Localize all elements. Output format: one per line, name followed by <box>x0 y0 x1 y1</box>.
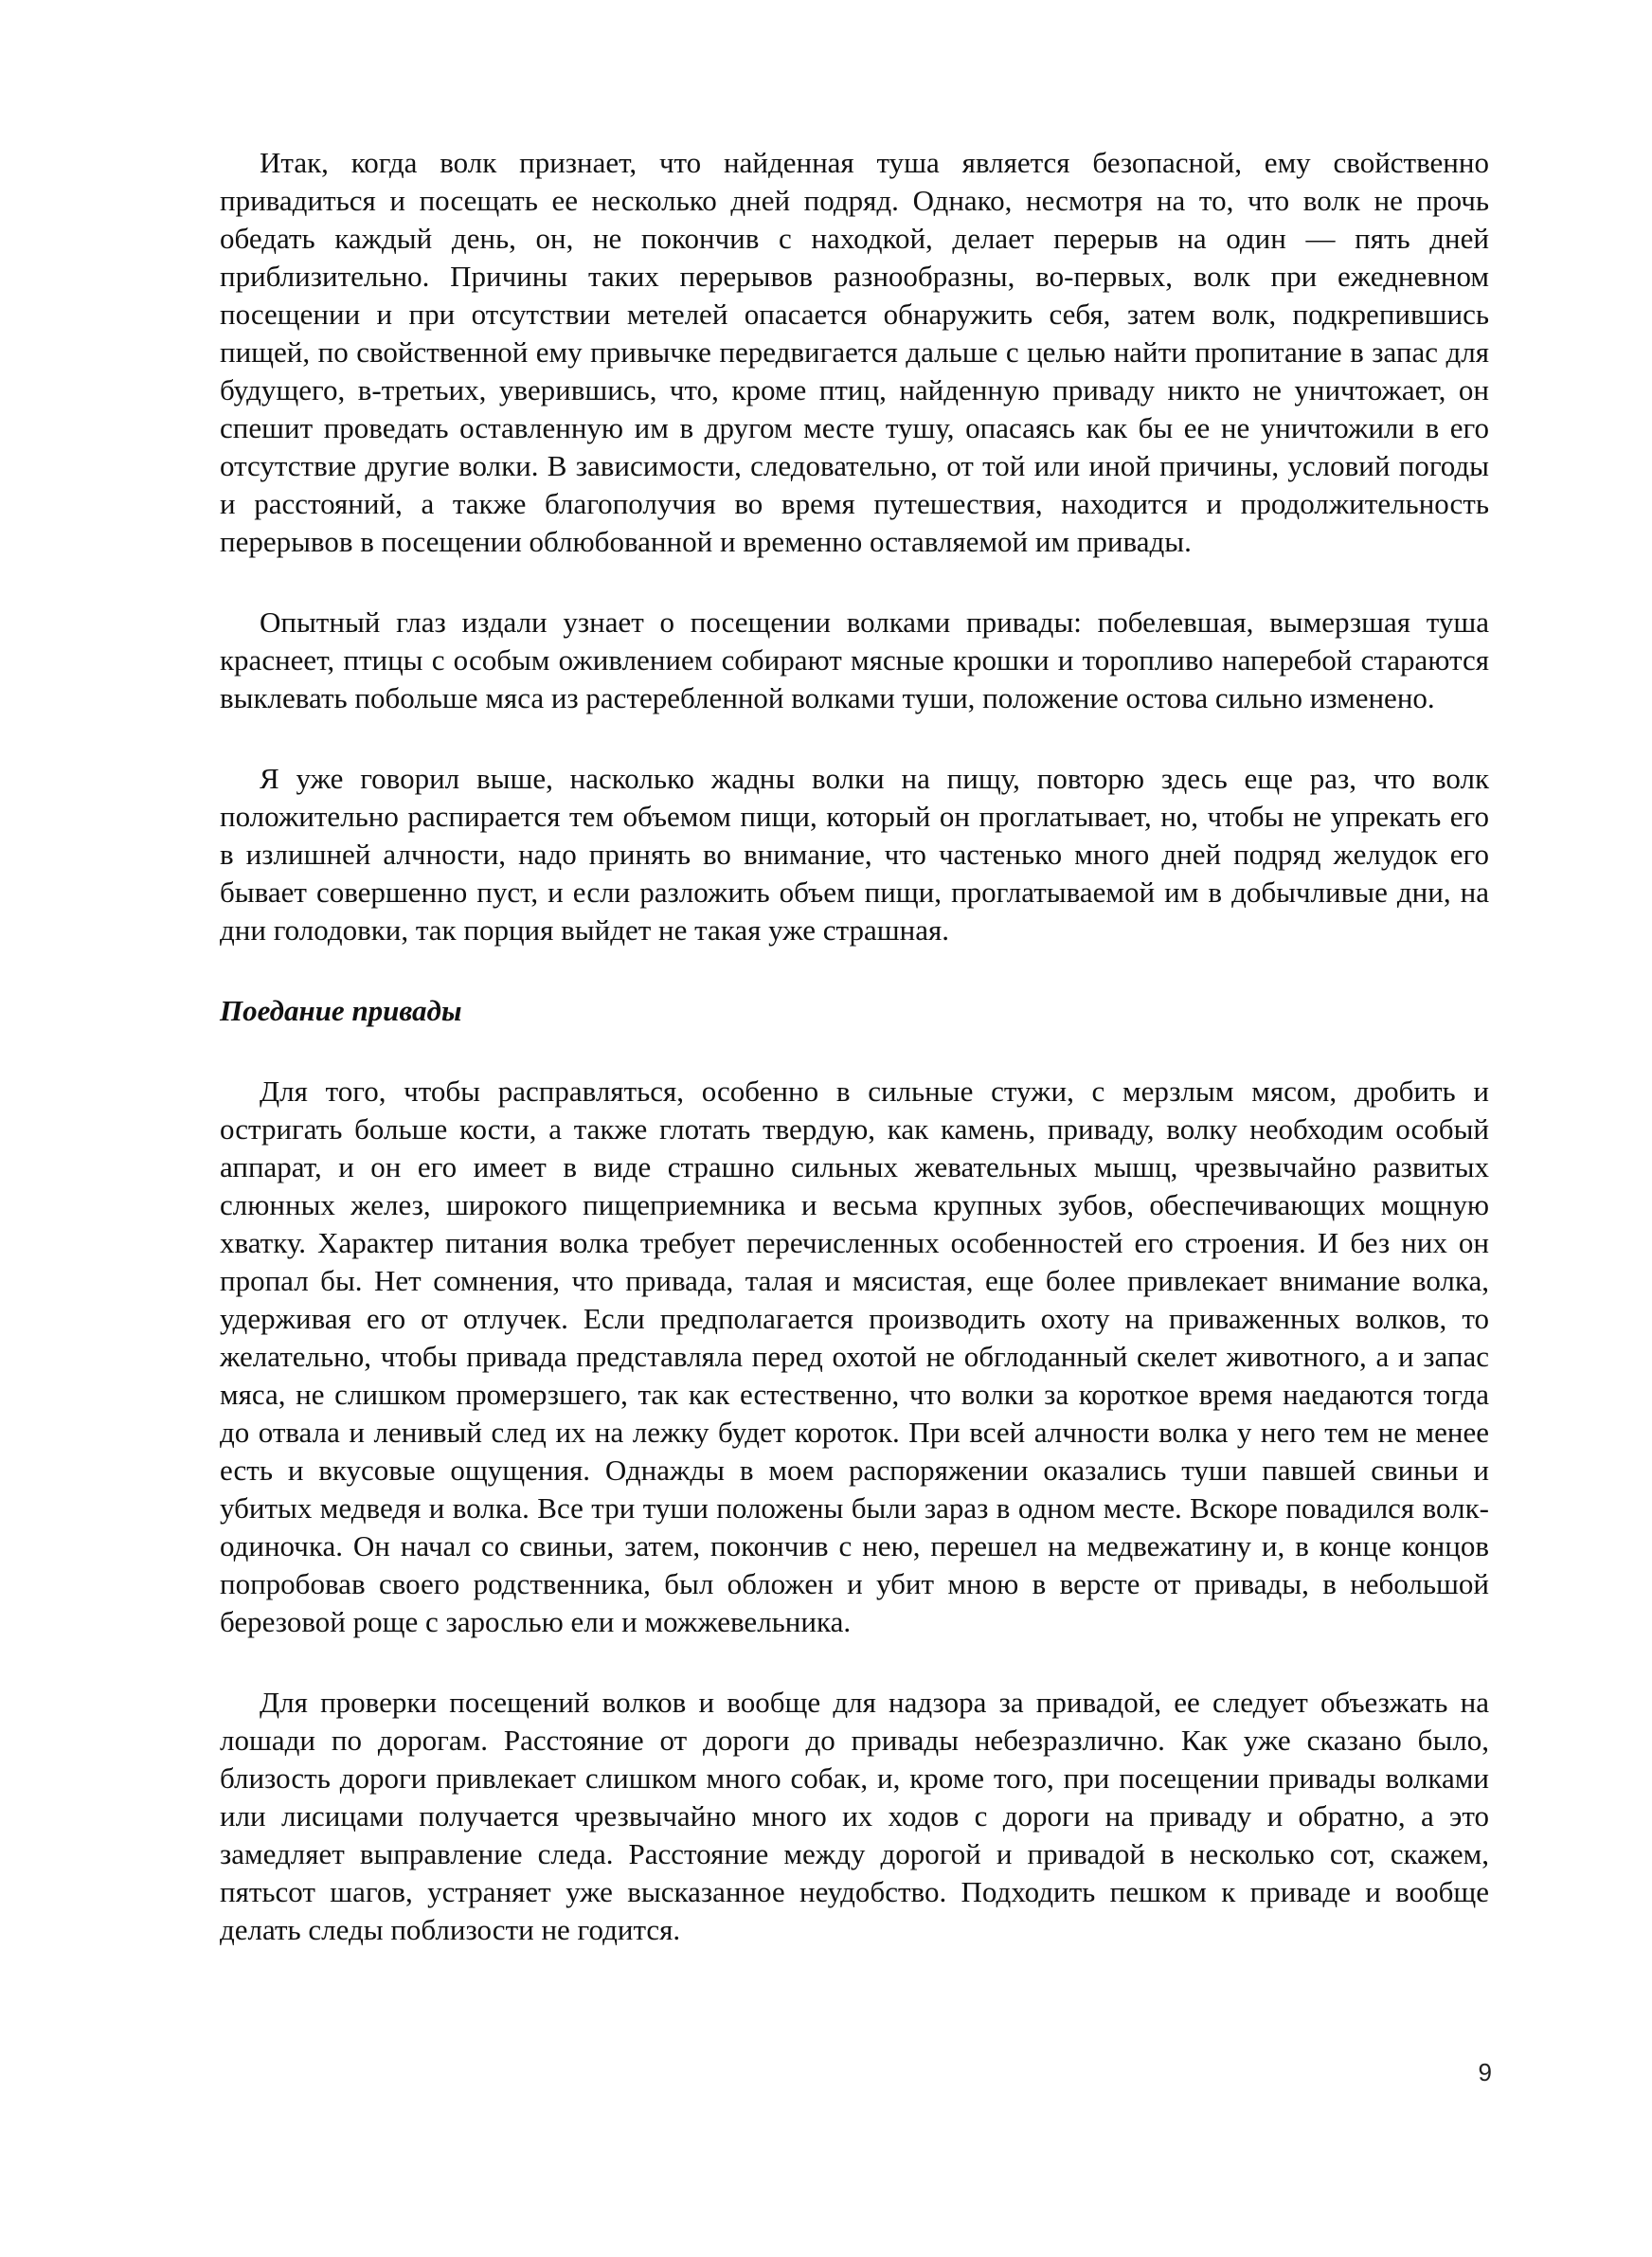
paragraph-visit-signs: Опытный глаз издали узнает о посещении волками привады: побелевшая, вымерзшая туша краснеет, птицы с особым оживлением собирают мясные крошки и торопливо наперебой стараются выклевать побольше мяса из растеребленной волками туши, положение остова сильно изменено. <box>220 605 1489 714</box>
paragraph-eating-bait: Для того, чтобы расправляться, особенно в сильные стужи, с мерзлым мясом, дробить и остригать больше кости, а также глотать твердую, как камень, приваду, волку необходим особый аппарат, и он его имеет в виде страшно сильных жевательных мышц, чрезвычайно развитых слюнных желез, широкого пищеприемника и весьма крупных зубов, обеспечивающих мощную хватку. Характер питания волка требует перечисленных особенностей его строения. И без них он пропал бы. Нет сомнения, что привада, талая и мясистая, еще более привлекает внимание волка, удерживая его от отлучек. Если предполагается производить охоту на приваженных волков, то желательно, чтобы привада представляла перед охотой не обглоданный скелет животного, а и запас мяса, не слишком промерзшего, так как естественно, что волки за короткое время наедаются тогда до отвала и ленивый след их на лежку будет короток. При всей алчности волка у него тем не менее есть и вкусовые ощущения. Однажды в моем распоряжении оказались туши павшей свиньи и убитых медведя и волка. Все три туши положены были зараз в одном месте. Вскоре повадился волк-одиночка. Он начал со свиньи, затем, покончив с нею, перешел на медвежатину и, в конце концов попробовав своего родственника, был обложен и убит мною в версте от привады, в небольшой березовой роще с зарослью ели и можжевельника. <box>220 1074 1489 1638</box>
page-number: 9 <box>1478 2058 1492 2086</box>
section-heading: Поедание привады <box>220 994 462 1027</box>
paragraph-bait-inspection: Для проверки посещений волков и вообще для надзора за привадой, ее следует объезжать на лошади по дорогам. Расстояние от дороги до привады небезразлично. Как уже сказано было, близость дороги привлекает слишком много собак, и, кроме того, при посещении привады волками или лисицами получается чрезвычайно много их ходов с дороги на приваду и обратно, а это замедляет выправление следа. Расстояние между дорогой и привадой в несколько сот, скажем, пятьсот шагов, устраняет уже высказанное неудобство. Подходить пешком к приваде и вообще делать следы поблизости не годится. <box>220 1686 1489 1946</box>
paragraph-wolf-visits: Итак, когда волк признает, что найденная туша является безопасной, ему свойственно привадиться и посещать ее несколько дней подряд. Однако, несмотря на то, что волк не прочь обедать каждый день, он, не покончив с находкой, делает перерыв на один — пять дней приблизительно. Причины таких перерывов разнообразны, во-первых, волк при ежедневном посещении и при отсутствии метелей опасается обнаружить себя, затем волк, подкрепившись пищей, по свойственной ему привычке передвигается дальше с целью найти пропитание в запас для будущего, в-третьих, уверившись, что, кроме птиц, найденную приваду никто не уничтожает, он спешит проведать оставленную им в другом месте тушу, опасаясь как бы ее не уничтожили в его отсутствие другие волки. В зависимости, следовательно, от той или иной причины, условий погоды и расстояний, а также благополучия во время путешествия, находится и продолжительность перерывов в посещении облюбованной и временно оставляемой им привады. <box>220 146 1489 558</box>
text-column <box>220 144 1489 1949</box>
paragraph-wolf-greed: Я уже говорил выше, насколько жадны волки на пищу, повторю здесь еще раз, что волк положительно распирается тем объемом пищи, который он проглатывает, но, чтобы не упрекать его в излишней алчности, надо принять во внимание, что частенько много дней подряд желудок его бывает совершенно пуст, и если разложить объем пищи, проглатываемой им в добычливые дни, на дни голодовки, так порция выйдет не такая уже страшная. <box>220 762 1489 947</box>
